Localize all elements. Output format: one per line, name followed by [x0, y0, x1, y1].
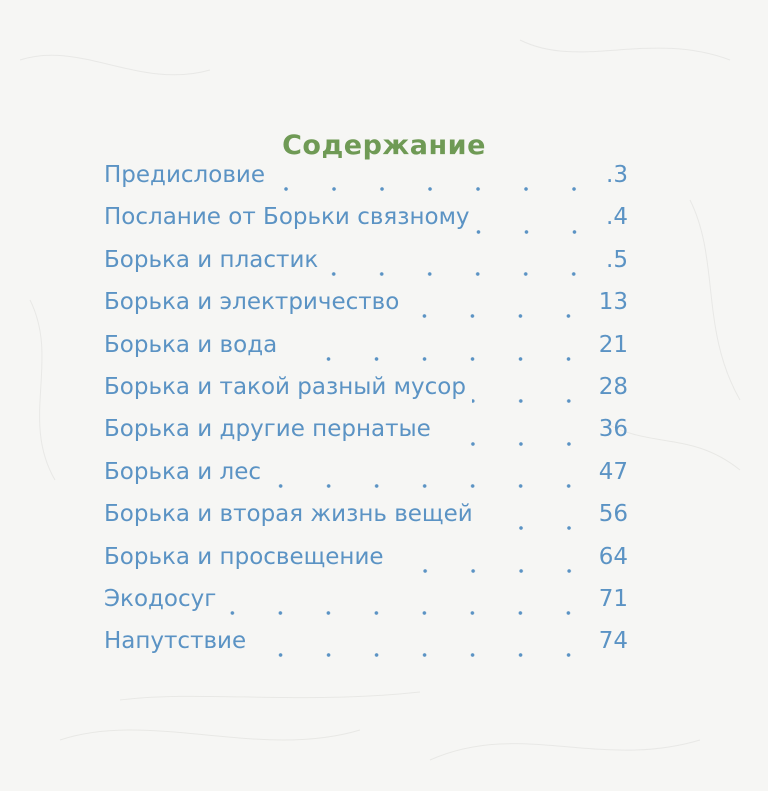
toc-leader-dots [472, 399, 593, 403]
toc-title: Содержание [282, 130, 486, 162]
toc-leader-dots [405, 314, 592, 318]
toc-entry[interactable] [104, 416, 628, 458]
toc-leader-dots [324, 272, 598, 276]
toc-entry-page: .3 [606, 162, 628, 188]
toc-entry-label: Послание от Борьки связному [104, 204, 470, 231]
toc-entry-page: 28 [598, 373, 628, 400]
toc-entry-page: 71 [598, 585, 628, 612]
toc-leader-dots [252, 653, 593, 657]
toc-entry[interactable] [104, 374, 628, 416]
toc-leader-dots [222, 611, 592, 615]
toc-leader-dots [267, 484, 593, 488]
toc-entry[interactable] [104, 162, 628, 204]
toc-entry-label: Борька и пластик [104, 246, 319, 273]
toc-entry[interactable] [104, 247, 628, 289]
toc-entry-page: 64 [598, 543, 628, 570]
toc-entry-label: Борька и вторая жизнь вещей [104, 501, 473, 528]
toc-entry-page: 74 [598, 628, 628, 655]
toc-entry[interactable] [104, 204, 628, 246]
toc-entry-label: Борька и другие пернатые [104, 416, 431, 443]
toc-entry-page: 36 [598, 416, 628, 443]
toc-entry[interactable] [104, 628, 628, 670]
toc-entry-page: .5 [606, 246, 628, 273]
toc-entry-label: Борька и лес [104, 458, 262, 485]
toc-entry[interactable] [104, 586, 628, 628]
toc-entry[interactable] [104, 459, 628, 501]
toc-leader-dots [271, 187, 598, 191]
toc-leader-dots [479, 526, 593, 530]
toc-entry[interactable] [104, 501, 628, 543]
toc-entry[interactable] [104, 544, 628, 586]
toc-list [104, 162, 628, 671]
toc-entry-page: 56 [598, 501, 628, 528]
toc-entry-page: 13 [598, 289, 628, 316]
toc-entry-page: 47 [598, 458, 628, 485]
toc-entry-label: Борька и электричество [104, 289, 400, 316]
toc-leader-dots [437, 442, 593, 446]
toc-entry-label: Борька и вода [104, 331, 278, 358]
toc-entry-label: Экодосуг [104, 585, 217, 612]
toc-leader-dots [390, 569, 593, 573]
toc-entry-label: Борька и такой разный мусор [104, 373, 466, 400]
toc-entry[interactable] [104, 289, 628, 331]
toc-entry-label: Борька и просвещение [104, 543, 384, 570]
toc-leader-dots [476, 230, 598, 234]
toc-entry-page: 21 [598, 331, 628, 358]
toc-entry-label: Напутствие [104, 628, 247, 655]
toc-entry[interactable] [104, 332, 628, 374]
toc-entry-page: .4 [606, 204, 628, 231]
toc-leader-dots [283, 357, 593, 361]
toc-entry-label: Предисловие [104, 162, 265, 188]
